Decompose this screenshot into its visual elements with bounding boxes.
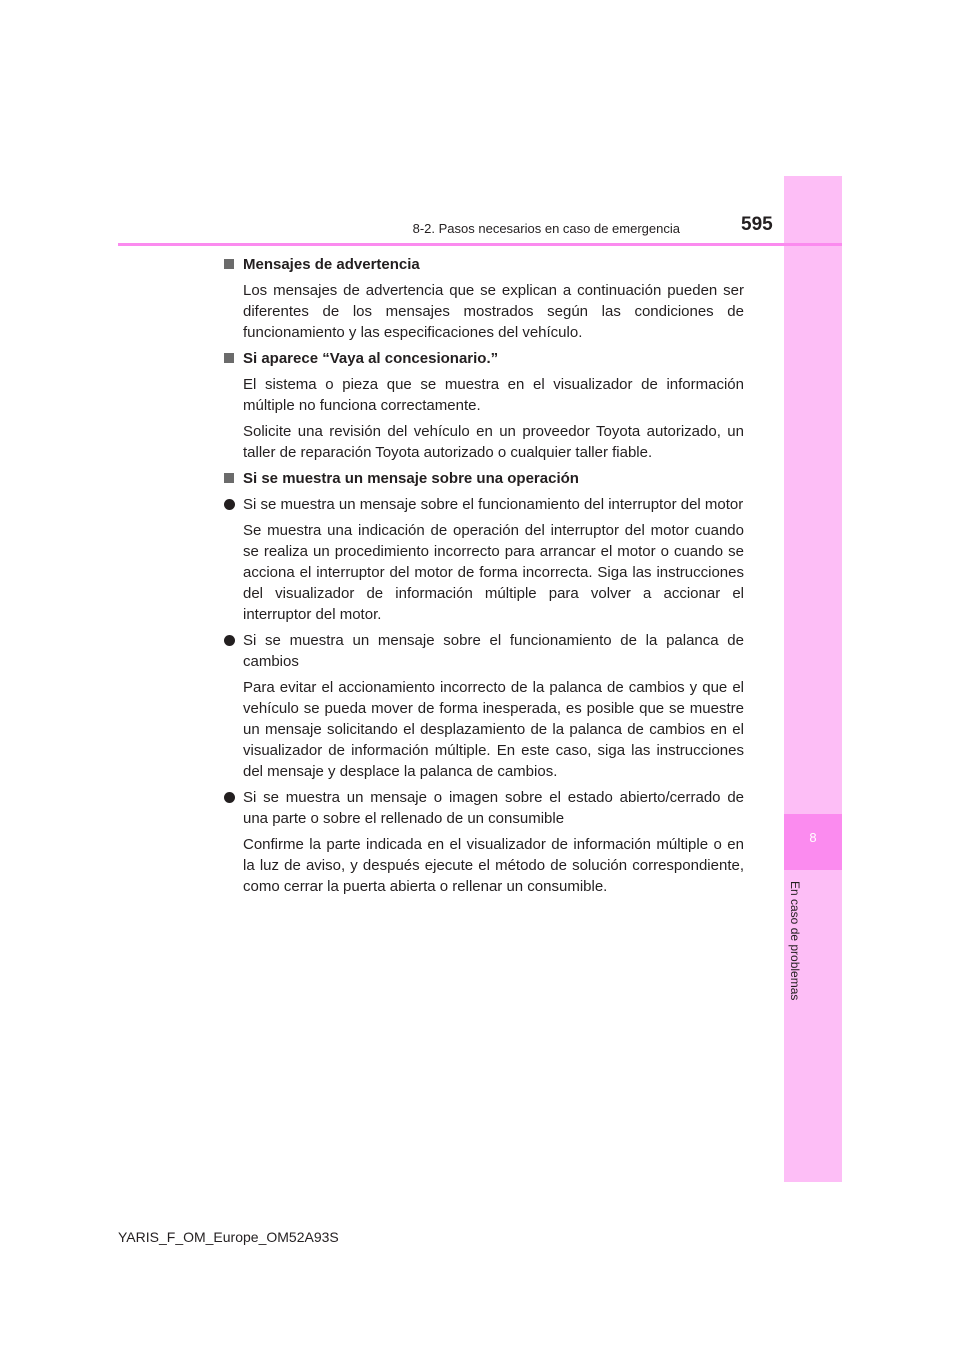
heading-text: Si aparece “Vaya al concesionario.” (243, 350, 499, 367)
heading-text: Mensajes de advertencia (243, 256, 420, 273)
square-bullet-icon (224, 353, 234, 363)
heading-text: Si se muestra un mensaje sobre una operación (243, 470, 579, 487)
section-heading (222, 254, 744, 275)
bullet-text: Si se muestra un mensaje o imagen sobre el estado abierto/cerrado de una parte o sobre el rellenado de un consumible (243, 789, 744, 827)
header-divider (118, 243, 842, 246)
bullet-item (222, 630, 744, 672)
paragraph: Para evitar el accionamiento incorrecto de la palanca de cambios y que el vehículo se pueda mover de forma inesperada, es posible que se muestre un mensaje solicitando el desplazamiento de la palanca de cambios en el visualizador de información múltiple. En este caso, siga las instrucciones del mensaje y desplace la palanca de cambios. (243, 679, 744, 780)
square-bullet-icon (224, 473, 234, 483)
bullet-item (222, 494, 744, 515)
paragraph: Los mensajes de advertencia que se explican a continuación pueden ser diferentes de los mensajes mostrados según las condiciones de funcionamiento y las especificaciones del vehículo. (243, 282, 744, 341)
paragraph: Se muestra una indicación de operación del interruptor del motor cuando se realiza un procedimiento incorrecto para arrancar el motor o cuando se acciona el interruptor del motor de forma incorrecta. Siga las instrucciones del visualizador de información múltiple para volver a accionar el interruptor del motor. (243, 522, 744, 623)
chapter-side-tab (784, 176, 842, 1182)
bullet-item (222, 787, 744, 829)
paragraph: Solicite una revisión del vehículo en un proveedor Toyota autorizado, un taller de reparación Toyota autorizado o cualquier taller fiable. (243, 423, 744, 461)
section-header-title: 8-2. Pasos necesarios en caso de emergencia (412, 221, 680, 236)
section-heading (222, 348, 744, 369)
paragraph: Confirme la parte indicada en el visualizador de información múltiple o en la luz de aviso, y después ejecute el método de solución correspondiente, como cerrar la puerta abierta o rellenar un consumible. (243, 836, 744, 895)
round-bullet-icon (224, 499, 235, 510)
bullet-text: Si se muestra un mensaje sobre el funcionamiento de la palanca de cambios (243, 632, 744, 670)
chapter-label: En caso de problemas (788, 881, 802, 1001)
document-id-footer: YARIS_F_OM_Europe_OM52A93S (118, 1229, 339, 1245)
chapter-number: 8 (809, 830, 817, 845)
round-bullet-icon (224, 792, 235, 803)
page-number: 595 (741, 214, 773, 235)
round-bullet-icon (224, 635, 235, 646)
section-heading (222, 468, 744, 489)
page-content (222, 254, 744, 902)
bullet-text: Si se muestra un mensaje sobre el funcionamiento del interruptor del motor (243, 496, 744, 513)
square-bullet-icon (224, 259, 234, 269)
paragraph: El sistema o pieza que se muestra en el visualizador de información múltiple no funciona correctamente. (243, 376, 744, 414)
